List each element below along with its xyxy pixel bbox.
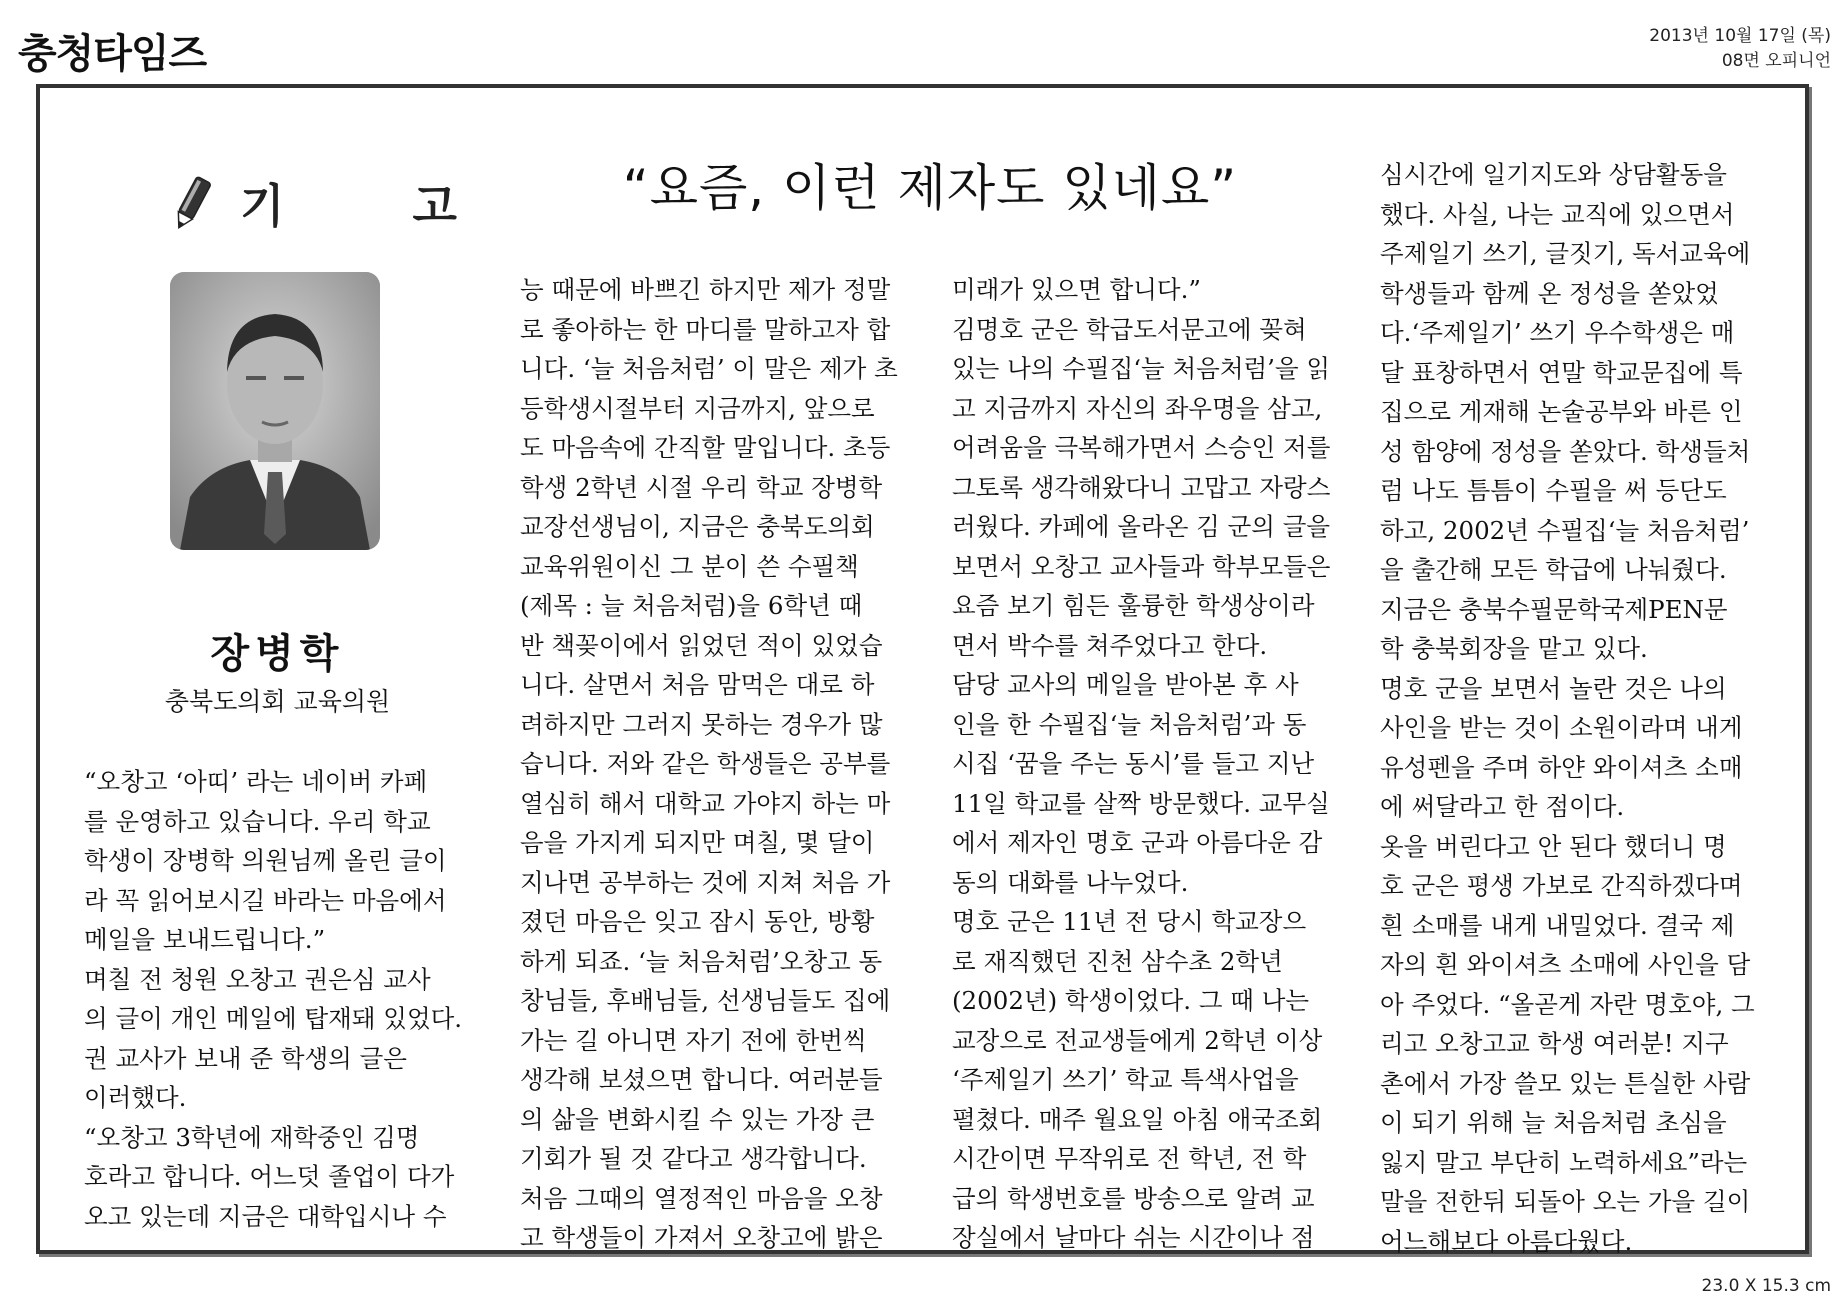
text-line: 러웠다. 카페에 올라온 김 군의 글을 <box>952 512 1331 541</box>
text-line: 달 표창하면서 연말 학교문집에 특 <box>1380 357 1743 387</box>
text-line: 기회가 될 것 같다고 생각합니다. <box>520 1144 867 1173</box>
text-line: 요즘 보기 힘든 훌륭한 학생상이라 <box>952 591 1315 620</box>
text-line: 유성펜을 주며 하얀 와이셔츠 소매 <box>1380 752 1743 782</box>
text-line: 메일을 보내드립니다.” <box>84 925 326 954</box>
text-line: 옷을 버린다고 안 된다 했더니 명 <box>1380 831 1727 861</box>
text-line: 등학생시절부터 지금까지, 앞으로 <box>520 393 875 423</box>
text-line: 로 재직했던 진천 삼수초 2학년 <box>952 946 1283 976</box>
text-line: 시간이면 무작위로 전 학년, 전 학 <box>952 1144 1307 1173</box>
text-line: 어느해보다 아름다웠다. <box>1380 1226 1633 1256</box>
text-line: 인을 한 수필집‘늘 처음처럼’과 동 <box>952 709 1307 739</box>
author-name: 장병학 <box>210 631 345 677</box>
author-title: 충북도의회 교육의원 <box>164 687 391 716</box>
text-line: (제목 : 늘 처음처럼)을 6학년 때 <box>520 591 863 620</box>
article-column-1 <box>84 762 470 1236</box>
text-line: 학생들과 함께 온 정성을 쏟았었 <box>1380 278 1719 308</box>
text-line: 아 주었다. “올곧게 자란 명호야, 그 <box>1380 989 1755 1019</box>
text-line: 가는 길 아니면 자기 전에 한번씩 <box>520 1025 867 1055</box>
text-line: 오고 있는데 지금은 대학입시나 수 <box>84 1201 447 1231</box>
text-line: 교육위원이신 그 분이 쓴 수필책 <box>520 551 859 581</box>
text-line: 라 꼭 읽어보시길 바라는 마음에서 <box>84 885 447 915</box>
text-line: 사인을 받는 것이 소원이라며 내게 <box>1380 713 1743 742</box>
pen-icon <box>170 173 214 233</box>
article-column-2 <box>520 270 906 1258</box>
clipping-dimensions: 23.0 X 15.3 cm <box>1701 1276 1831 1296</box>
text-line: 지나면 공부하는 것에 지쳐 처음 가 <box>520 867 891 897</box>
text-line: 고 지금까지 자신의 좌우명을 삼고, <box>952 393 1323 423</box>
text-line: 호 군은 평생 가보로 간직하겠다며 <box>1380 871 1743 900</box>
article-kicker <box>170 170 513 236</box>
text-line: 권 교사가 보내 준 학생의 글은 <box>84 1043 407 1073</box>
text-line: 려하지만 그러지 못하는 경우가 많 <box>520 709 883 739</box>
text-line: 며칠 전 청원 오창고 권은심 교사 <box>84 964 431 994</box>
publication-meta <box>1649 24 1831 74</box>
text-line: 능 때문에 바쁘긴 하지만 제가 정말 <box>520 275 891 304</box>
text-line: 김명호 군은 학급도서문고에 꽂혀 <box>952 314 1307 344</box>
article-column-3 <box>952 270 1338 1258</box>
text-line: 졌던 마음은 잊고 잠시 동안, 방황 <box>520 907 875 936</box>
text-line: 니다. 살면서 처음 맘먹은 대로 하 <box>520 670 875 699</box>
text-line: 하고, 2002년 수필집‘늘 처음처럼’ <box>1380 515 1750 545</box>
text-line: 교장으로 전교생들에게 2학년 이상 <box>952 1025 1323 1055</box>
text-line: 잃지 말고 부단히 노력하세요”라는 <box>1380 1147 1748 1177</box>
article-column-4 <box>1380 155 1770 1261</box>
newspaper-logo: 충청타임즈 <box>18 31 207 77</box>
text-line: 담당 교사의 메일을 받아본 후 사 <box>952 670 1299 699</box>
text-line: 이 되기 위해 늘 처음처럼 초심을 <box>1380 1108 1727 1137</box>
page-section: 08면 오피니언 <box>1721 51 1831 71</box>
text-line: 의 삶을 변화시킬 수 있는 가장 큰 <box>520 1104 875 1134</box>
text-line: 에서 제자인 명호 군과 아름다운 감 <box>952 828 1323 857</box>
text-line: 집으로 게재해 논술공부와 바른 인 <box>1380 397 1743 426</box>
text-line: 창님들, 후배님들, 선생님들도 집에 <box>520 986 891 1015</box>
text-line: 학생이 장병학 의원님께 올린 글이 <box>84 846 447 875</box>
text-line: 음을 가지게 되지만 며칠, 몇 달이 <box>520 828 875 857</box>
text-line: ‘주제일기 쓰기’ 학교 특색사업을 <box>952 1065 1299 1094</box>
text-line: 11일 학교를 살짝 방문했다. 교무실 <box>952 788 1330 818</box>
text-line: 촌에서 가장 쓸모 있는 튼실한 사람 <box>1380 1068 1751 1098</box>
text-line: 시집 ‘꿈을 주는 동시’를 들고 지난 <box>952 749 1315 778</box>
text-line: “오창고 ‘아띠’ 라는 네이버 카페 <box>84 767 428 796</box>
text-line: 그토록 생각해왔다니 고맙고 자랑스 <box>952 472 1331 502</box>
text-line: 열심히 해서 대학교 가야지 하는 마 <box>520 788 891 818</box>
text-line: 흰 소매를 내게 내밀었다. 결국 제 <box>1380 910 1735 940</box>
text-line: 의 글이 개인 메일에 탑재돼 있었다. <box>84 1004 463 1033</box>
text-line: 미래가 있으면 합니다.” <box>952 275 1201 304</box>
text-line: 고 학생들이 가져서 오창고에 밝은 <box>520 1223 883 1252</box>
text-line: 도 마음속에 간직할 말입니다. 초등 <box>520 433 891 462</box>
text-line: 펼쳤다. 매주 월요일 아침 애국조회 <box>952 1104 1323 1134</box>
text-line: 장실에서 날마다 쉬는 시간이나 점 <box>952 1223 1315 1252</box>
text-line: 말을 전한뒤 되돌아 오는 가을 길이 <box>1380 1187 1751 1216</box>
author-photo <box>170 272 380 550</box>
text-line: 명호 군을 보면서 놀란 것은 나의 <box>1380 673 1727 703</box>
text-line: 학 충북회장을 맡고 있다. <box>1380 634 1648 663</box>
text-line: “오창고 3학년에 재학중인 김명 <box>84 1122 420 1152</box>
text-line: 처음 그때의 열정적인 마음을 오창 <box>520 1183 883 1213</box>
text-line: 주제일기 쓰기, 글짓기, 독서교육에 <box>1380 239 1751 268</box>
text-line: 로 좋아하는 한 마디를 말하고자 합 <box>520 314 891 344</box>
text-line: 학생 2학년 시절 우리 학교 장병학 <box>520 472 883 502</box>
text-line: 호라고 합니다. 어느덧 졸업이 다가 <box>84 1162 455 1191</box>
text-line: 했다. 사실, 나는 교직에 있으면서 <box>1380 199 1735 229</box>
text-line: 습니다. 저와 같은 학생들은 공부를 <box>520 749 891 778</box>
text-line: 지금은 충북수필문학국제PEN문 <box>1380 594 1728 624</box>
text-line: 리고 오창고교 학생 여러분! 지구 <box>1380 1029 1729 1058</box>
text-line: 면서 박수를 쳐주었다고 한다. <box>952 630 1268 660</box>
kicker-label: 기 고 <box>240 179 513 233</box>
text-line: 다.‘주제일기’ 쓰기 우수학생은 매 <box>1380 318 1735 347</box>
text-line: 보면서 오창고 교사들과 학부모들은 <box>952 551 1331 581</box>
text-line: 어려움을 극복해가면서 스승인 저를 <box>952 433 1331 462</box>
text-line: 를 운영하고 있습니다. 우리 학교 <box>84 806 431 836</box>
text-line: 심시간에 일기지도와 상담활동을 <box>1380 160 1727 189</box>
text-line: 있는 나의 수필집‘늘 처음처럼’을 읽 <box>952 354 1331 383</box>
text-line: 럼 나도 틈틈이 수필을 써 등단도 <box>1380 476 1727 505</box>
text-line: 급의 학생번호를 방송으로 알려 교 <box>952 1183 1315 1213</box>
text-line: 동의 대화를 나누었다. <box>952 867 1189 897</box>
text-line: 이러했다. <box>84 1083 187 1112</box>
text-line: 성 함양에 정성을 쏟았다. 학생들처 <box>1380 436 1751 466</box>
publication-date: 2013년 10월 17일 (목) <box>1649 26 1831 46</box>
text-line: 자의 흰 와이셔츠 소매에 사인을 담 <box>1380 950 1751 979</box>
text-line: 명호 군은 11년 전 당시 학교장으 <box>952 907 1307 936</box>
text-line: 반 책꽂이에서 읽었던 적이 있었습 <box>520 630 883 660</box>
text-line: 교장선생님이, 지금은 충북도의회 <box>520 512 875 541</box>
text-line: (2002년) 학생이었다. 그 때 나는 <box>952 986 1310 1015</box>
text-line: 에 써달라고 한 점이다. <box>1380 792 1625 821</box>
article-headline: “요즘, 이런 제자도 있네요” <box>622 159 1238 217</box>
text-line: 생각해 보셨으면 합니다. 여러분들 <box>520 1065 883 1094</box>
text-line: 을 출간해 모든 학급에 나눠줬다. <box>1380 555 1727 584</box>
text-line: 니다. ‘늘 처음처럼’ 이 말은 제가 초 <box>520 354 898 383</box>
text-line: 하게 되죠. ‘늘 처음처럼’오창고 동 <box>520 946 883 976</box>
